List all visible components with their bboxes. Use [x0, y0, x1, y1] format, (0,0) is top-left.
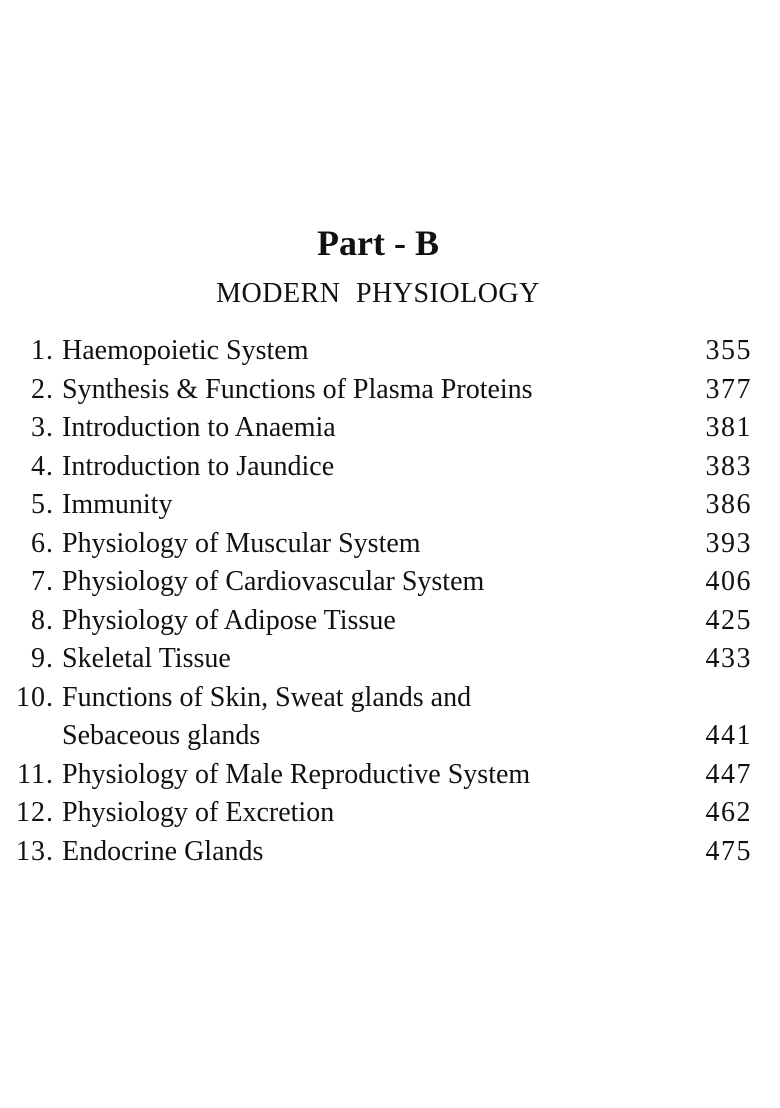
- entry-page-number: 462: [705, 797, 752, 828]
- toc-entry: [0, 525, 780, 564]
- toc-entry: [0, 563, 780, 602]
- toc-entry: [0, 409, 780, 448]
- entry-page-number: 447: [705, 758, 752, 790]
- toc-entry: [0, 833, 780, 872]
- entry-number: 10.: [16, 681, 54, 713]
- entry-page-number: 425: [705, 604, 752, 636]
- entry-number: 12.: [16, 797, 54, 828]
- entry-title: Physiology of Muscular System: [62, 527, 421, 559]
- entry-title: Physiology of Adipose Tissue: [62, 604, 396, 636]
- entry-page-number: 433: [705, 643, 752, 674]
- toc-entry: [0, 602, 780, 641]
- entry-page-number: 386: [705, 489, 752, 520]
- entry-title: Physiology of Cardiovascular System: [62, 566, 485, 597]
- toc-entry: [0, 486, 780, 525]
- toc-entry: [0, 756, 780, 795]
- entry-number: 3.: [31, 412, 54, 443]
- entry-title: Introduction to Jaundice: [62, 450, 335, 482]
- entry-title: Endocrine Glands: [62, 835, 264, 867]
- entry-number: 6.: [31, 527, 54, 559]
- entry-number: 5.: [31, 489, 54, 520]
- toc-entry: [0, 679, 780, 718]
- table-of-contents: [0, 332, 780, 871]
- toc-entry: [0, 332, 780, 371]
- entry-number: 2.: [31, 373, 54, 405]
- toc-entry: [0, 640, 780, 679]
- toc-entry: [0, 717, 780, 756]
- entry-number: 13.: [16, 835, 54, 867]
- entry-number: 8.: [31, 604, 54, 636]
- entry-number: 9.: [31, 643, 54, 674]
- entry-page-number: 393: [705, 527, 752, 559]
- toc-entry: [0, 794, 780, 833]
- entry-title: Skeletal Tissue: [62, 643, 231, 674]
- entry-number: 4.: [31, 450, 54, 482]
- entry-title: Synthesis & Functions of Plasma Proteins: [62, 373, 533, 405]
- entry-page-number: 377: [705, 373, 752, 405]
- entry-title: Sebaceous glands: [62, 720, 261, 751]
- part-title: Part - B: [317, 223, 439, 263]
- entry-page-number: 383: [705, 450, 752, 482]
- entry-title: Functions of Skin, Sweat glands and: [62, 681, 472, 713]
- entry-number: 7.: [31, 566, 54, 597]
- entry-title: Immunity: [62, 489, 173, 520]
- toc-entry: [0, 448, 780, 487]
- toc-entry: [0, 371, 780, 410]
- entry-number: 1.: [31, 335, 54, 366]
- entry-page-number: 381: [705, 412, 752, 443]
- entry-page-number: 355: [705, 335, 752, 366]
- entry-page-number: 441: [705, 720, 752, 751]
- entry-title: Introduction to Anaemia: [62, 412, 336, 443]
- entry-title: Haemopoietic System: [62, 335, 309, 366]
- entry-page-number: 406: [705, 566, 752, 597]
- section-subtitle: MODERN PHYSIOLOGY: [216, 278, 540, 309]
- entry-page-number: 475: [705, 835, 752, 867]
- entry-number: 11.: [17, 758, 54, 790]
- entry-title: Physiology of Excretion: [62, 797, 335, 828]
- entry-title: Physiology of Male Reproductive System: [62, 758, 531, 790]
